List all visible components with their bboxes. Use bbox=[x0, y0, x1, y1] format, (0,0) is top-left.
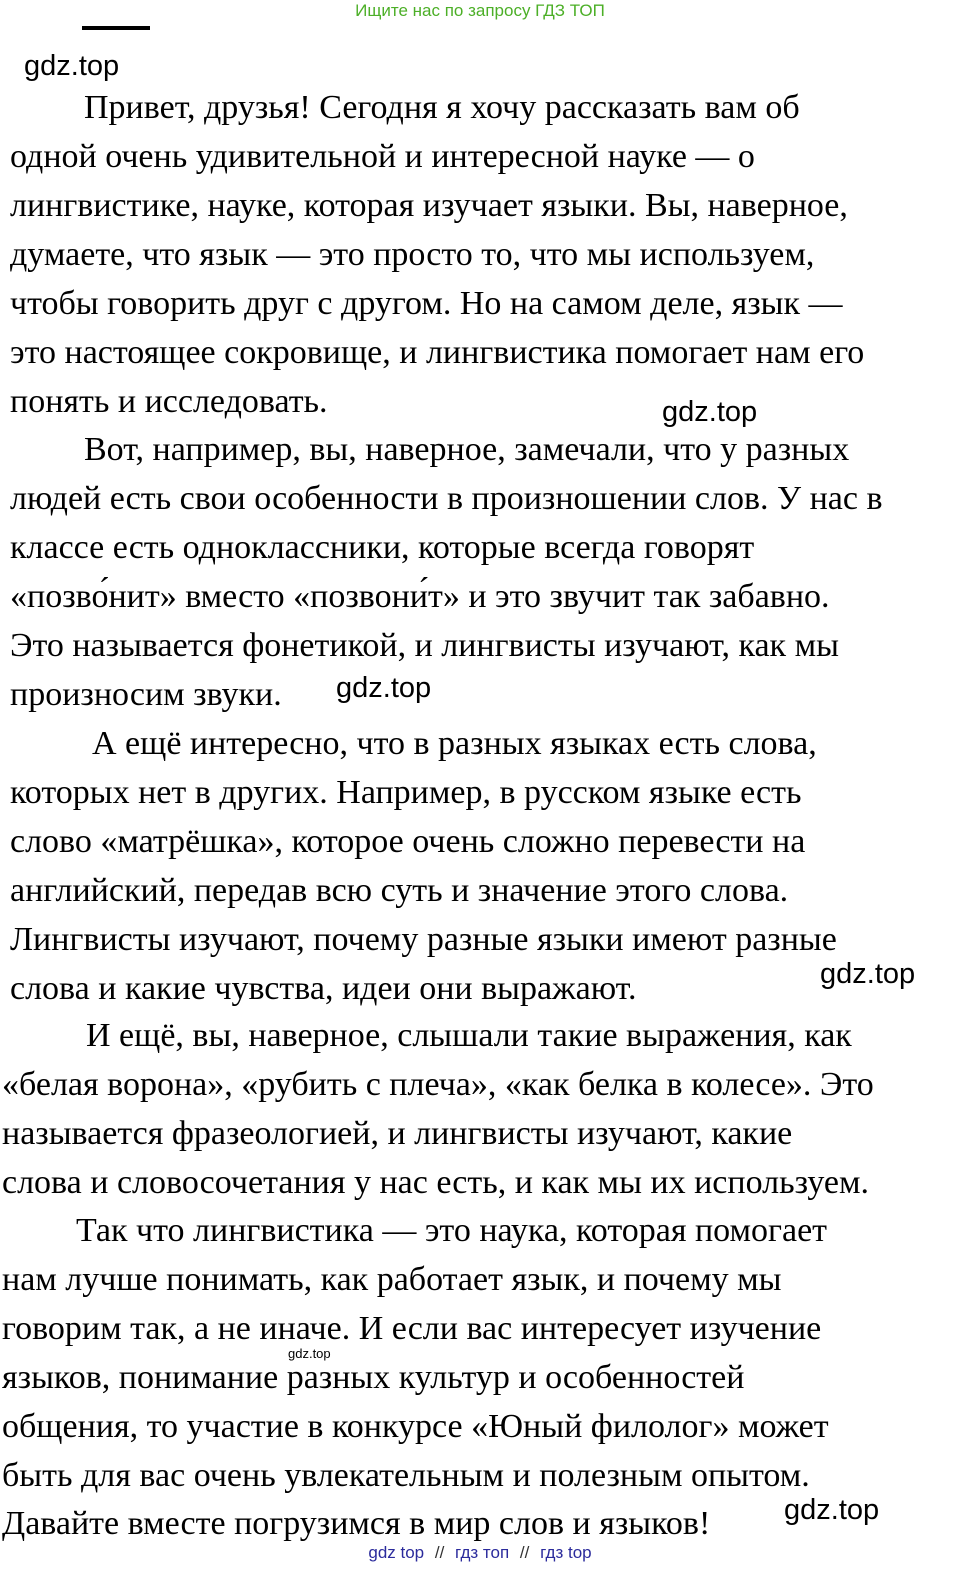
footer-link[interactable]: гдз топ bbox=[455, 1543, 510, 1562]
text-line: понять и исследовать. bbox=[10, 383, 328, 420]
search-banner[interactable]: Ищите нас по запросу ГДЗ ТОП bbox=[355, 1, 605, 20]
text-line: лингвистике, науке, которая изучает языки. Вы, наверное, bbox=[10, 187, 848, 224]
watermark: gdz.top bbox=[820, 958, 916, 990]
text-line: «позво́нит» вместо «позвони́т» и это звучит так забавно. bbox=[10, 578, 830, 615]
text-line: Привет, друзья! Сегодня я хочу рассказать вам об bbox=[84, 89, 800, 126]
text-line: говорим так, а не иначе. И если вас интересует изучение bbox=[2, 1310, 822, 1347]
text-line: Это называется фонетикой, и лингвисты изучают, как мы bbox=[10, 627, 839, 664]
text-line: слово «матрёшка», которое очень сложно перевести на bbox=[10, 823, 806, 860]
text-line: Лингвисты изучают, почему разные языки имеют разные bbox=[10, 921, 837, 958]
text-line: быть для вас очень увлекательным и полезным опытом. bbox=[2, 1457, 810, 1494]
text-line: Давайте вместе погрузимся в мир слов и языков! bbox=[2, 1505, 711, 1542]
text-line: произносим звуки. bbox=[10, 676, 282, 713]
watermark: gdz.top bbox=[24, 50, 120, 82]
text-line: называется фразеологией, и лингвисты изучают, какие bbox=[2, 1115, 793, 1152]
text-line: которых нет в других. Например, в русском языке есть bbox=[10, 774, 802, 811]
watermark: gdz.top bbox=[662, 396, 758, 428]
text-line: людей есть свои особенности в произношении слов. У нас в bbox=[10, 480, 883, 517]
text-line: классе есть одноклассники, которые всегда говорят bbox=[10, 529, 755, 566]
text-line: думаете, что язык — это просто то, что мы используем, bbox=[10, 236, 815, 273]
watermark-small: gdz.top bbox=[288, 1346, 331, 1361]
text-line: общения, то участие в конкурсе «Юный филолог» может bbox=[2, 1408, 829, 1445]
text-line: слова и какие чувства, идеи они выражают. bbox=[10, 970, 637, 1007]
text-line: английский, передав всю суть и значение этого слова. bbox=[10, 872, 789, 909]
answer-underline bbox=[82, 26, 150, 30]
footer-separator: // bbox=[434, 1543, 445, 1562]
text-line: Так что лингвистика — это наука, которая помогает bbox=[76, 1212, 828, 1249]
text-line: языков, понимание разных культур и особенностей bbox=[2, 1359, 745, 1396]
text-line: Вот, например, вы, наверное, замечали, что у разных bbox=[84, 431, 850, 468]
footer-separator: // bbox=[519, 1543, 530, 1562]
watermark: gdz.top bbox=[784, 1494, 880, 1526]
text-line: это настоящее сокровище, и лингвистика помогает нам его bbox=[10, 334, 865, 371]
text-line: слова и словосочетания у нас есть, и как мы их используем. bbox=[2, 1164, 869, 1201]
watermark: gdz.top bbox=[336, 672, 432, 704]
text-line: А ещё интересно, что в разных языках есть слова, bbox=[92, 725, 817, 762]
text-line: нам лучше понимать, как работает язык, и почему мы bbox=[2, 1261, 782, 1298]
text-line: одной очень удивительной и интересной науке — о bbox=[10, 138, 755, 175]
text-line: чтобы говорить друг с другом. Но на самом деле, язык — bbox=[10, 285, 843, 322]
text-line: «белая ворона», «рубить с плеча», «как белка в колесе». Это bbox=[2, 1066, 874, 1103]
footer-links bbox=[0, 1542, 960, 1564]
footer-link[interactable]: gdz top bbox=[368, 1543, 425, 1562]
text-line: И ещё, вы, наверное, слышали такие выражения, как bbox=[86, 1017, 852, 1054]
footer-link[interactable]: гдз top bbox=[540, 1543, 592, 1562]
